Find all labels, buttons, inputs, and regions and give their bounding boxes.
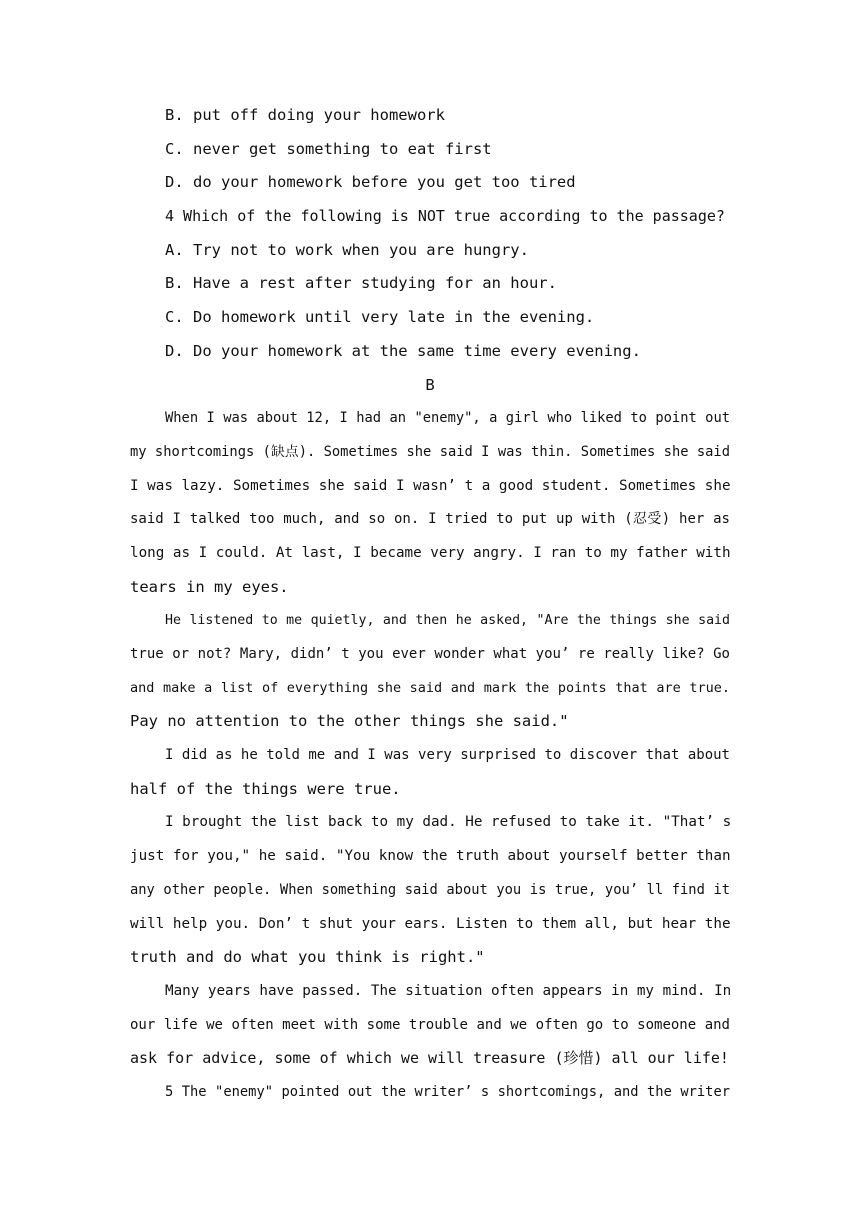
question-5-stem: 5 The "enemy" pointed out the writer’ s shortcomings, and the writer [165,1083,730,1100]
paragraph-4 [130,806,730,974]
question-4-option-d: D. Do your homework at the same time every evening. [165,341,641,360]
option-c-prev: C. never get something to eat first [165,139,492,158]
paragraph-line: I did as he told me and I was very surprised to discover that about [165,747,730,764]
question-4-stem: 4 Which of the following is NOT true according to the passage? [165,207,725,226]
paragraph-line: Pay no attention to the other things she said." [130,712,569,731]
paragraph-2 [130,604,730,739]
option-d-prev: D. do your homework before you get too tired [165,173,576,192]
question-4-option-b: B. Have a rest after studying for an hour. [165,274,557,293]
paragraph-3 [130,739,730,806]
paragraph-line: ask for advice, some of which we will treasure (珍惜) all our life! [130,1049,729,1068]
paragraph-line: When I was about 12, I had an "enemy", a girl who liked to point out [165,410,730,427]
option-b-prev: B. put off doing your homework [165,106,445,124]
paragraph-line: half of the things were true. [130,779,401,798]
question-4-option-c: C. Do homework until very late in the evening. [165,308,595,327]
paragraph-line: I brought the list back to my dad. He refused to take it. "That’ s [165,814,732,831]
section-label: B [425,375,435,394]
paragraph-line: any other people. When something said about you is true, you’ ll find it [130,881,730,898]
paragraph-line: will help you. Don’ t shut your ears. Listen to them all, but hear the [130,915,731,932]
paragraph-line: He listened to me quietly, and then he asked, "Are the things she said [165,613,730,629]
paragraph-line: our life we often meet with some trouble and we often go to someone and [130,1016,730,1033]
paragraph-line: long as I could. At last, I became very angry. I ran to my father with [130,544,731,561]
question-5 [130,1076,730,1110]
paragraph-line: tears in my eyes. [130,577,289,596]
paragraph-line: just for you," he said. "You know the truth about yourself better than [130,848,731,865]
paragraph-5 [130,975,730,1076]
paragraph-line: true or not? Mary, didn’ t you ever wonder what you’ re really like? Go [130,646,730,662]
paragraph-line: truth and do what you think is right." [130,948,485,967]
paragraph-line: my shortcomings (缺点). Sometimes she said I was thin. Sometimes she said [130,443,730,460]
document-content [130,99,730,1110]
paragraph-1 [130,402,730,604]
paragraph-line: Many years have passed. The situation often appears in my mind. In [165,982,732,999]
paragraph-line: and make a list of everything she said and mark the points that are true. [130,679,730,696]
paragraph-line: I was lazy. Sometimes she said I wasn’ t a good student. Sometimes she [130,477,731,494]
paragraph-line: said I talked too much, and so on. I tried to put up with (忍受) her as [130,511,730,528]
question-4-option-a: A. Try not to work when you are hungry. [165,240,529,259]
